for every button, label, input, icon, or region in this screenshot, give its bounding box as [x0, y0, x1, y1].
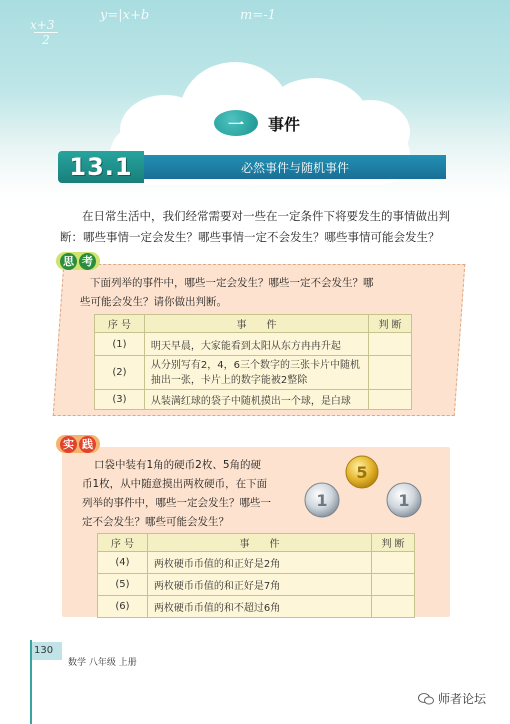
think-tag-char: 考 [79, 253, 96, 270]
formula-linear: y=|x+b [100, 8, 150, 23]
row-event: 两枚硬币币值的和正好是7角 [147, 574, 371, 596]
row-judge [369, 356, 412, 390]
think-prompt [80, 274, 450, 312]
table-row [95, 356, 412, 390]
chapter-title-bar [144, 155, 446, 179]
section-title: 事件 [268, 115, 301, 134]
row-no: (1) [95, 333, 145, 356]
coin-silver-value: 1 [316, 491, 328, 510]
table-row [98, 596, 415, 618]
row-no: (2) [95, 356, 145, 390]
page-number: 130 [34, 645, 54, 656]
think-tag-char: 思 [60, 253, 77, 270]
row-event: 从装满红球的袋子中随机摸出一个球，是白球 [144, 390, 368, 410]
think-table [94, 314, 412, 410]
section-badge: 一 [214, 110, 258, 136]
row-no: (6) [98, 596, 148, 618]
row-judge [372, 552, 415, 574]
formula-m: m=-1 [240, 8, 276, 23]
table-row [98, 552, 415, 574]
row-no: (5) [98, 574, 148, 596]
row-judge [369, 390, 412, 410]
book-title: 数学 八年级 上册 [68, 658, 137, 668]
think-prompt-line: 下面列举的事件中，哪些一定会发生？哪些一定不会发生？哪 [90, 277, 374, 289]
table-row [98, 574, 415, 596]
coin-silver-left [305, 483, 339, 517]
row-event: 明天早晨，大家能看到太阳从东方冉冉升起 [144, 333, 368, 356]
practice-prompt-line: 列举的事件中，哪些一定会发生？哪些一 [82, 497, 271, 509]
table-row [95, 390, 412, 410]
formula-fraction-top: x+3 [30, 18, 55, 32]
row-event-line: 从分别写有2，4，6三个数字的三张卡片中随机 [150, 359, 360, 371]
practice-tag [56, 435, 100, 453]
think-tag [56, 252, 100, 270]
formula-fraction [30, 18, 58, 47]
row-event [144, 356, 368, 390]
header-event: 事 件 [147, 534, 371, 552]
row-no: (3) [95, 390, 145, 410]
practice-prompt [82, 456, 302, 532]
coin-gold-value: 5 [356, 463, 368, 482]
header-no: 序 号 [95, 315, 145, 333]
row-event-line: 抽出一张，卡片上的数字能被2整除 [150, 374, 308, 386]
row-judge [372, 596, 415, 618]
practice-tag-char: 践 [79, 436, 96, 453]
row-judge [372, 574, 415, 596]
row-judge [369, 333, 412, 356]
coin-gold-5 [346, 456, 378, 488]
intro-line: 断：哪些事情一定会发生？哪些事情一定不会发生？哪些事情可能会发生？ [60, 230, 440, 244]
row-no: (4) [98, 552, 148, 574]
intro-paragraph [60, 206, 460, 248]
coin-silver-right [387, 483, 421, 517]
think-prompt-line: 些可能会发生？请你做出判断。 [80, 296, 227, 308]
watermark [418, 690, 486, 707]
coins-illustration [300, 452, 430, 532]
row-event: 两枚硬币币值的和不超过6角 [147, 596, 371, 618]
practice-prompt-line: 定不会发生？哪些可能会发生？ [82, 516, 229, 528]
chapter-number: 13.1 [58, 151, 144, 183]
header-event: 事 件 [144, 315, 368, 333]
header-judge: 判 断 [369, 315, 412, 333]
chapter-title: 必然事件与随机事件 [240, 160, 349, 175]
watermark-text: 师者论坛 [438, 692, 487, 706]
practice-prompt-line: 口袋中装有1角的硬币2枚、5角的硬 [94, 459, 262, 471]
table-header-row [98, 534, 415, 552]
table-row [95, 333, 412, 356]
intro-line: 在日常生活中，我们经常需要对一些在一定条件下将要发生的事情做出判 [82, 209, 450, 223]
practice-tag-char: 实 [60, 436, 77, 453]
formula-fraction-bottom: 2 [34, 32, 58, 47]
table-header-row [95, 315, 412, 333]
chat-bubbles-icon [418, 692, 434, 706]
practice-prompt-line: 币1枚，从中随意摸出两枚硬币，在下面 [82, 478, 268, 490]
row-event: 两枚硬币币值的和正好是2角 [147, 552, 371, 574]
header-judge: 判 断 [372, 534, 415, 552]
coin-silver-value: 1 [398, 491, 410, 510]
header-no: 序 号 [98, 534, 148, 552]
practice-table [97, 533, 415, 618]
